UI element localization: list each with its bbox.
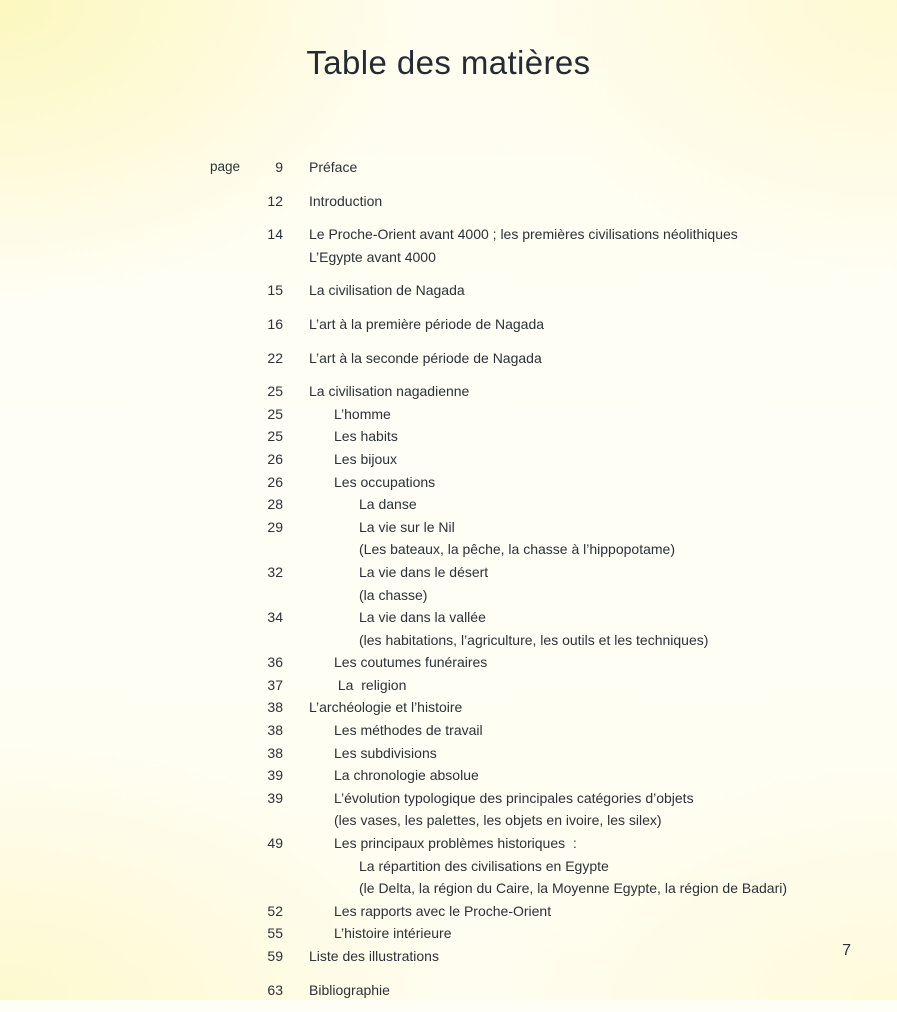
toc-entry-title[interactable]: [309, 190, 837, 213]
toc-entry-page-number[interactable]: 49: [267, 835, 283, 852]
toc-entry[interactable]: [0, 719, 897, 742]
toc-entry-line-main: L’histoire intérieure: [334, 925, 452, 942]
toc-entry-page-number[interactable]: 38: [267, 744, 283, 761]
toc-entry-page-number[interactable]: 63: [267, 981, 283, 998]
toc-entry-line-main: Introduction: [309, 192, 383, 209]
toc-entry-line-main: L’archéologie et l’histoire: [309, 699, 463, 716]
toc-entry[interactable]: [0, 674, 897, 697]
toc-entry-page-number[interactable]: 38: [267, 699, 283, 716]
toc-entry[interactable]: [0, 832, 897, 900]
toc-entry-line-detail: (le Delta, la région du Caire, la Moyenne Egypte, la région de Badari): [359, 880, 788, 897]
toc-entry-title[interactable]: [334, 651, 837, 674]
toc-entry-line-main: L’évolution typologique des principales catégories d’objets: [334, 789, 694, 806]
toc-entry-title[interactable]: [334, 922, 837, 945]
toc-entry-line-main: Les bijoux: [334, 450, 398, 467]
toc-group: [0, 223, 897, 268]
toc-entry-title[interactable]: [334, 742, 837, 765]
toc-entry-page-number[interactable]: 28: [267, 496, 283, 513]
toc-entry[interactable]: [0, 313, 897, 336]
toc-entry-title[interactable]: [309, 223, 837, 268]
toc-entry-title[interactable]: [334, 674, 837, 697]
toc-entry-line-main: La danse: [359, 496, 417, 513]
toc-entry-page-number[interactable]: 9: [275, 159, 283, 175]
toc-entry-title[interactable]: [334, 448, 837, 471]
toc-entry-title[interactable]: [359, 561, 837, 606]
toc-entry[interactable]: [0, 696, 897, 719]
toc-entry[interactable]: [0, 651, 897, 674]
toc-entry-page-number[interactable]: 34: [267, 609, 283, 626]
toc-entry-title[interactable]: [334, 403, 837, 426]
toc-entry-page-number[interactable]: 12: [267, 192, 283, 209]
toc-entry-title[interactable]: [309, 696, 837, 719]
toc-entry-line-main: L’homme: [334, 405, 391, 422]
toc-entry[interactable]: [0, 922, 897, 945]
toc-entry[interactable]: [0, 448, 897, 471]
toc-entry[interactable]: [0, 223, 897, 268]
toc-entry-page-number[interactable]: 52: [267, 902, 283, 919]
page-title: Table des matières: [306, 44, 591, 81]
toc-entry-title[interactable]: [309, 156, 837, 179]
toc-entry-line-detail: (Les bateaux, la pêche, la chasse à l’hippopotame): [359, 541, 675, 558]
toc-entry-page-number[interactable]: 25: [267, 383, 283, 400]
toc-entry-page-number[interactable]: 59: [267, 948, 283, 965]
toc-entry-line-main: Bibliographie: [309, 981, 390, 998]
toc-entry-line-main: Les coutumes funéraires: [334, 654, 488, 671]
toc-entry-line-main: Les principaux problèmes historiques :: [334, 835, 577, 852]
table-of-contents: [0, 156, 897, 1012]
toc-entry-title[interactable]: [334, 832, 837, 900]
toc-entry-title[interactable]: [334, 787, 837, 832]
toc-entry-line-main: La civilisation nagadienne: [309, 383, 470, 400]
toc-entry-line-main: Les habits: [334, 428, 398, 445]
toc-entry[interactable]: [0, 279, 897, 302]
toc-entry-line-main: La vie dans le désert: [359, 563, 489, 580]
toc-entry-page-number[interactable]: 55: [267, 925, 283, 942]
toc-entry-title[interactable]: [309, 347, 837, 370]
toc-entry-page-number[interactable]: 25: [267, 405, 283, 422]
toc-entry[interactable]: [0, 787, 897, 832]
toc-entry-line-detail: (la chasse): [359, 586, 428, 603]
toc-entry-line-main: La vie dans la vallée: [359, 609, 486, 626]
toc-entry-page-number[interactable]: 26: [267, 450, 283, 467]
toc-entry-title[interactable]: [309, 945, 837, 968]
toc-entry-line-main: L’art à la seconde période de Nagada: [309, 349, 542, 366]
toc-entry-line-detail: La répartition des civilisations en Egypte: [359, 857, 609, 874]
toc-group: [0, 279, 897, 302]
toc-entry-title[interactable]: [334, 425, 837, 448]
toc-entry-line-main: Liste des illustrations: [309, 948, 439, 965]
toc-entry[interactable]: [0, 493, 897, 516]
toc-entry-line-main: Les méthodes de travail: [334, 722, 483, 739]
toc-entry-line-detail: (les habitations, l’agriculture, les outils et les techniques): [359, 631, 709, 648]
toc-entry-page-number[interactable]: 36: [267, 654, 283, 671]
toc-entry[interactable]: [0, 516, 897, 561]
toc-group: [0, 190, 897, 213]
toc-entry-title[interactable]: [309, 380, 837, 403]
toc-entry-line-main: La civilisation de Nagada: [309, 282, 465, 299]
toc-entry[interactable]: [0, 403, 897, 426]
toc-entry-line-main: Préface: [309, 159, 358, 175]
toc-group: [0, 347, 897, 370]
toc-entry[interactable]: [0, 471, 897, 494]
toc-entry-line-detail: L’Egypte avant 4000: [309, 248, 436, 265]
toc-entry-page-number[interactable]: 37: [267, 676, 283, 693]
toc-entry-line-main: La religion: [334, 676, 407, 693]
toc-entry-title[interactable]: [309, 313, 837, 336]
toc-entry-page-number[interactable]: 38: [267, 722, 283, 739]
toc-entry-title[interactable]: [334, 900, 837, 923]
page-word-label: page: [209, 159, 240, 174]
toc-entry-line-main: Les rapports avec le Proche-Orient: [334, 902, 552, 919]
toc-entry-line-main: Le Proche-Orient avant 4000 ; les premières civilisations néolithiques: [309, 226, 738, 243]
toc-entry-page-number[interactable]: 14: [267, 226, 283, 243]
toc-entry-page-number[interactable]: 16: [267, 315, 283, 332]
toc-entry-page-number[interactable]: 39: [267, 767, 283, 784]
toc-entry[interactable]: [0, 742, 897, 765]
toc-entry[interactable]: [0, 900, 897, 923]
toc-entry[interactable]: [0, 764, 897, 787]
toc-entry[interactable]: [0, 945, 897, 968]
toc-entry-title[interactable]: [359, 516, 837, 561]
toc-entry-line-main: Les subdivisions: [334, 744, 437, 761]
toc-entry[interactable]: [0, 347, 897, 370]
toc-entry[interactable]: [0, 190, 897, 213]
toc-group: [0, 696, 897, 945]
toc-entry-line-main: Les occupations: [334, 473, 436, 490]
page-number: 7: [842, 942, 851, 959]
toc-entry-page-number[interactable]: 26: [267, 473, 283, 490]
toc-entry[interactable]: [0, 606, 897, 651]
toc-group: [0, 945, 897, 968]
toc-entry-line-main: L’art à la première période de Nagada: [309, 315, 545, 332]
toc-entry[interactable]: [0, 380, 897, 403]
toc-entry-title[interactable]: [359, 606, 837, 651]
toc-entry-title[interactable]: [359, 493, 837, 516]
toc-entry-page-number[interactable]: 32: [267, 563, 283, 580]
toc-entry-title[interactable]: [334, 764, 837, 787]
toc-group: [0, 979, 897, 1002]
toc-entry-page-number[interactable]: 29: [267, 518, 283, 535]
toc-entry[interactable]: [0, 979, 897, 1002]
toc-entry-page-number[interactable]: 25: [267, 428, 283, 445]
toc-entry-line-detail: (les vases, les palettes, les objets en ivoire, les silex): [334, 812, 662, 829]
toc-entry[interactable]: [0, 425, 897, 448]
toc-group: [0, 313, 897, 336]
toc-entry-title[interactable]: [334, 719, 837, 742]
toc-entry-page-number[interactable]: 39: [267, 789, 283, 806]
toc-entry-line-main: La chronologie absolue: [334, 767, 479, 784]
toc-entry[interactable]: [0, 156, 897, 179]
toc-entry-page-number[interactable]: 15: [267, 282, 283, 299]
toc-entry-title[interactable]: [334, 471, 837, 494]
toc-entry-title[interactable]: [309, 979, 837, 1002]
toc-group: [0, 156, 897, 179]
toc-entry-title[interactable]: [309, 279, 837, 302]
toc-entry[interactable]: [0, 561, 897, 606]
toc-group: [0, 380, 897, 696]
toc-entry-page-number[interactable]: 22: [267, 349, 283, 366]
toc-entry-line-main: La vie sur le Nil: [359, 518, 455, 535]
